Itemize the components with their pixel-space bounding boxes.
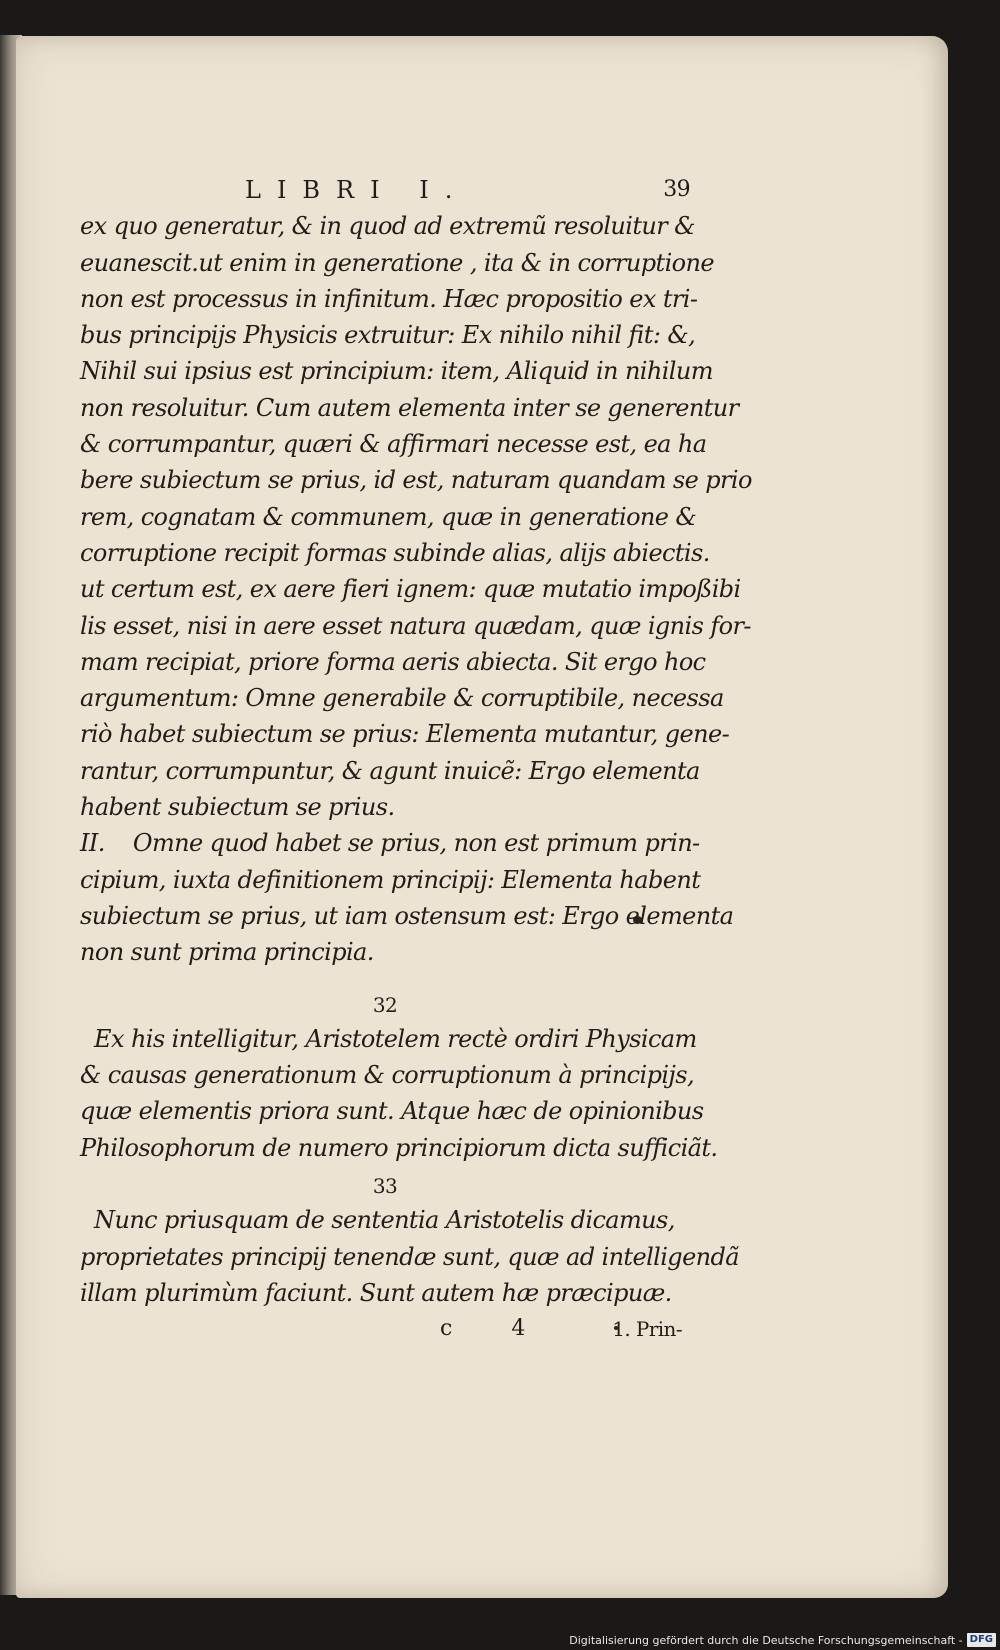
text-line: non resoluitur. Cum autem elementa inter se generentur — [80, 393, 739, 422]
text-line: riò habet subiectum se prius: Elementa mutantur, gene- — [80, 720, 730, 749]
section-32 — [80, 1021, 718, 1166]
text-line: & causas generationum & corruptionum à principijs, — [80, 1061, 695, 1090]
dfg-logo-icon: DFG — [967, 1633, 996, 1647]
credit-text: Digitalisierung gefördert durch die Deutsche Forschungsgemeinschaft - — [569, 1633, 963, 1647]
text-line: euanescit.ut enim in generatione , ita & in corruptione — [80, 248, 714, 277]
section-numeral-32: 32 — [372, 992, 398, 1017]
text-line: rantur, corrumpuntur, & agunt inuicẽ: Ergo elementa — [80, 756, 700, 785]
text-line: non est processus in infinitum. Hæc propositio ex tri- — [80, 284, 698, 313]
text-line: corruptione recipit formas subinde alias, alijs abiectis. — [80, 538, 710, 567]
text-line: non sunt prima principia. — [80, 938, 374, 967]
text-line: rem, cognatam & communem, quæ in generatione & — [80, 502, 697, 531]
text-line: habent subiectum se prius. — [80, 793, 395, 822]
text-line: proprietates principij tenendæ sunt, quæ ad intelligendã — [80, 1242, 740, 1271]
digitization-credit — [569, 1632, 996, 1648]
text-line: II. Omne quod habet se prius, non est primum prin- — [80, 829, 700, 858]
text-line: ut certum est, ex aere fieri ignem: quæ mutatio impoßibi — [80, 575, 741, 604]
running-head-line — [80, 172, 690, 208]
text-line: illam plurimùm faciunt. Sunt autem hæ præcipuæ. — [80, 1278, 672, 1307]
text-block — [80, 172, 752, 1348]
signature-mark: c 4 — [440, 1316, 552, 1342]
section-33 — [80, 1202, 740, 1311]
page-footer — [80, 1311, 690, 1347]
text-line: subiectum se prius, ut iam ostensum est: Ergo elementa — [80, 901, 734, 930]
text-line: bus principijs Physicis extruitur: Ex nihilo nihil fit: &, — [80, 321, 696, 350]
running-head-title: LIBRI I. — [245, 176, 469, 204]
paragraph-2 — [80, 825, 734, 970]
page-number: 39 — [663, 177, 690, 202]
text-line: cipium, iuxta definitionem principij: Elementa habent — [80, 865, 701, 894]
text-line: & corrumpantur, quæri & affirmari necesse est, ea ha — [80, 430, 707, 459]
text-line: argumentum: Omne generabile & corruptibile, necessa — [80, 684, 724, 713]
catchword: 1. Prin- — [612, 1317, 682, 1342]
section-numeral-33: 33 — [372, 1174, 398, 1199]
text-line: ex quo generatur, & in quod ad extremũ resoluitur & — [80, 212, 695, 241]
spacer — [80, 971, 690, 985]
text-line: Nunc priusquam de sententia Aristotelis dicamus, — [80, 1206, 675, 1235]
text-line: lis esset, nisi in aere esset natura quædam, quæ ignis for- — [80, 611, 751, 640]
text-line: Philosophorum de numero principiorum dicta sufficiãt. — [80, 1133, 718, 1162]
text-line: Nihil sui ipsius est principium: item, Aliquid in nihilum — [80, 357, 713, 386]
text-line: quæ elementis priora sunt. Atque hæc de opinionibus — [80, 1097, 704, 1126]
text-line: bere subiectum se prius, id est, naturam quandam se prio — [80, 466, 752, 495]
text-line: Ex his intelligitur, Aristotelem rectè ordiri Physicam — [80, 1024, 697, 1053]
paragraph-1 — [80, 208, 752, 825]
text-line: mam recipiat, priore forma aeris abiecta. Sit ergo hoc — [80, 647, 706, 676]
